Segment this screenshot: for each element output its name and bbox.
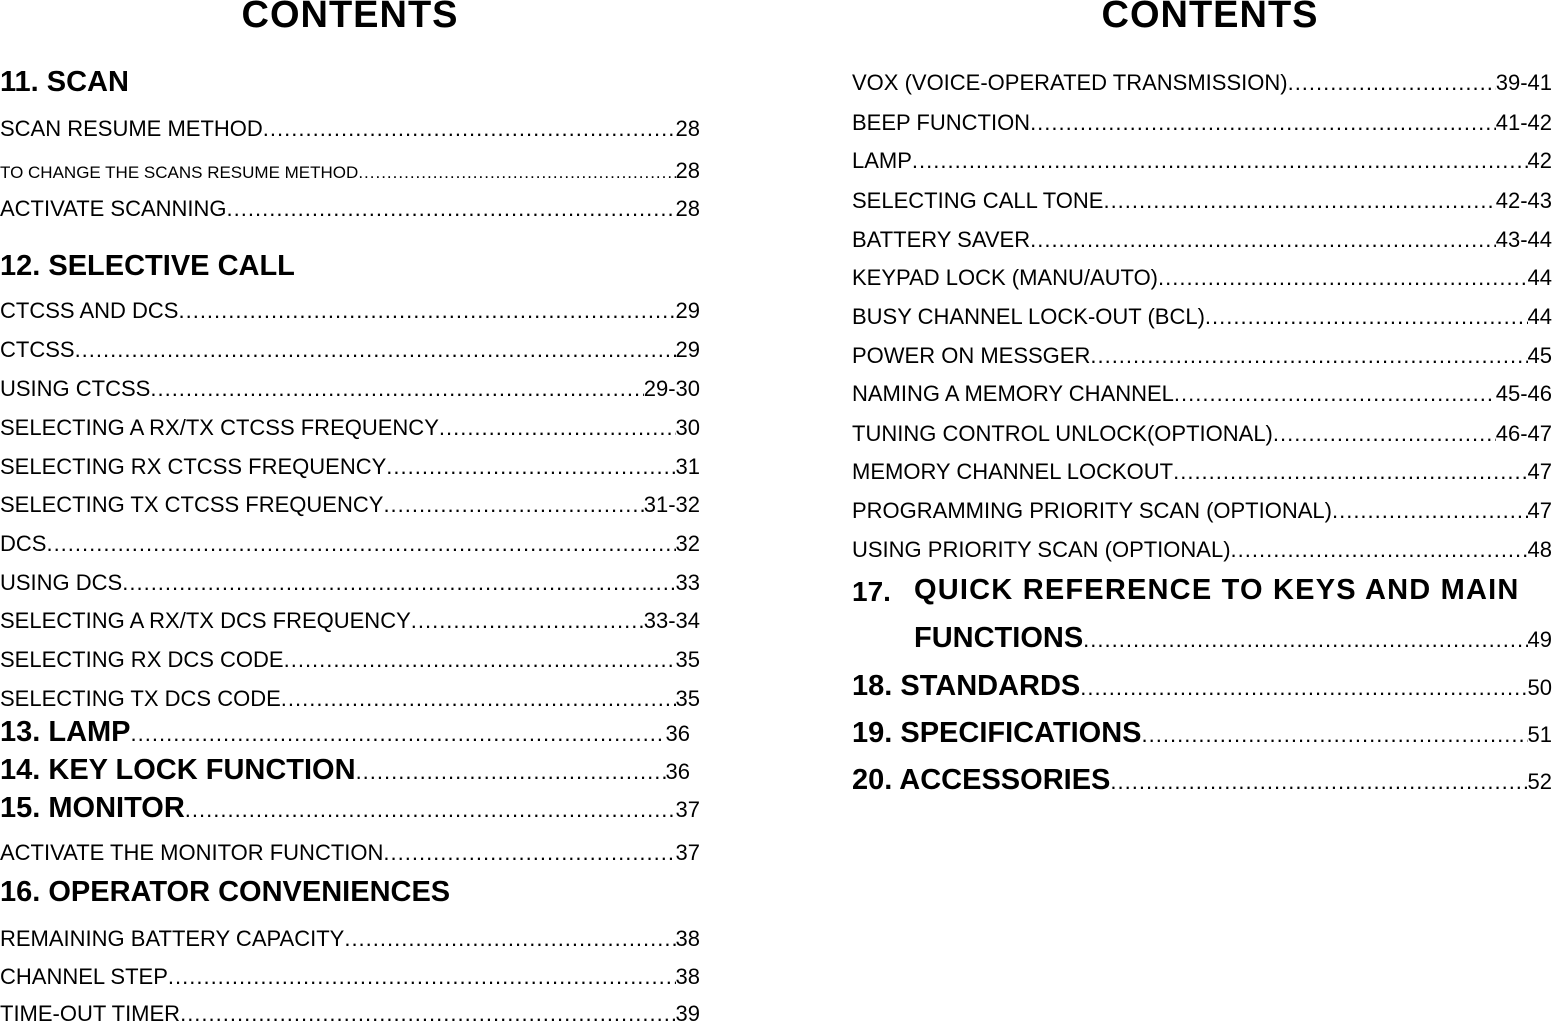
toc-label: SELECTING TX DCS CODE	[0, 686, 281, 711]
toc-label: BEEP FUNCTION	[852, 110, 1031, 135]
toc-label: SCAN RESUME METHOD	[0, 116, 263, 141]
toc-page: 49	[1527, 627, 1552, 652]
dot-leader	[284, 647, 676, 673]
toc-label: 18. STANDARDS	[852, 670, 1081, 702]
dot-leader	[1030, 227, 1496, 253]
toc-label: ACTIVATE SCANNING	[0, 196, 227, 221]
toc-page: 35	[675, 647, 700, 672]
toc-entry[interactable]	[0, 840, 700, 868]
toc-label: REMAINING BATTERY CAPACITY	[0, 926, 345, 951]
left-page	[0, 0, 700, 1024]
dot-leader	[1231, 537, 1528, 563]
toc-entry[interactable]	[0, 454, 700, 482]
toc-heading-quick-reference[interactable]	[914, 622, 1552, 655]
dot-leader	[46, 531, 675, 557]
toc-page: 38	[675, 926, 700, 951]
toc-label: 11. SCAN	[0, 66, 129, 98]
toc-label: ACTIVATE THE MONITOR FUNCTION	[0, 840, 384, 865]
dot-leader	[386, 454, 675, 480]
dot-leader	[1110, 769, 1527, 795]
toc-heading-operator-conveniences[interactable]	[0, 876, 700, 909]
page-title: CONTENTS	[241, 0, 459, 36]
toc-page: 35	[675, 686, 700, 711]
dot-leader	[1083, 627, 1527, 653]
toc-entry[interactable]	[852, 421, 1552, 449]
toc-page: 44	[1527, 265, 1552, 290]
toc-entry[interactable]	[0, 686, 700, 714]
toc-heading-selective-call[interactable]	[0, 250, 700, 283]
toc-page: 44	[1527, 304, 1552, 329]
toc-page: 39	[675, 1001, 700, 1026]
toc-entry[interactable]	[852, 148, 1552, 176]
toc-label: SELECTING TX CTCSS FREQUENCY	[0, 492, 384, 517]
toc-entry[interactable]	[0, 1001, 700, 1029]
toc-heading-standards[interactable]	[852, 670, 1552, 703]
toc-heading-accessories[interactable]	[852, 764, 1552, 797]
dot-leader	[344, 926, 675, 952]
toc-label: TUNING CONTROL UNLOCK(OPTIONAL)	[852, 421, 1273, 446]
toc-page: 46-47	[1495, 421, 1552, 446]
toc-label: 15. MONITOR	[0, 792, 185, 824]
toc-page: 42	[1527, 148, 1552, 173]
toc-entry[interactable]	[0, 376, 700, 404]
toc-label: SELECTING A RX/TX CTCSS FREQUENCY	[0, 415, 439, 440]
dot-leader	[912, 148, 1528, 174]
toc-label: 20. ACCESSORIES	[852, 764, 1111, 796]
toc-label: 12. SELECTIVE CALL	[0, 250, 295, 282]
section-17-number: 17.	[852, 576, 891, 607]
page-title: CONTENTS	[1101, 0, 1319, 36]
toc-page: 28	[675, 196, 700, 221]
toc-heading-monitor[interactable]	[0, 792, 700, 825]
toc-page: 36	[665, 759, 690, 784]
toc-entry[interactable]	[0, 415, 700, 443]
dot-leader	[263, 116, 676, 142]
toc-page: 37	[675, 797, 700, 822]
toc-label: 19. SPECIFICATIONS	[852, 717, 1142, 749]
toc-label: TO CHANGE THE SCANS RESUME METHOD	[0, 163, 359, 182]
toc-page: 31-32	[643, 492, 700, 517]
toc-page: 33-34	[643, 608, 700, 633]
dot-leader	[168, 964, 676, 990]
toc-page: 52	[1527, 769, 1552, 794]
toc-entry[interactable]	[0, 196, 700, 224]
toc-label: SELECTING RX CTCSS FREQUENCY	[0, 454, 387, 479]
toc-entry[interactable]	[0, 298, 700, 326]
dot-leader	[1090, 343, 1527, 369]
toc-page: 41-42	[1495, 110, 1552, 135]
toc-page: 29	[675, 337, 700, 362]
toc-entry[interactable]	[0, 116, 700, 144]
toc-entry[interactable]	[852, 70, 1552, 98]
dot-leader	[1288, 70, 1496, 96]
toc-label: NAMING A MEMORY CHANNEL	[852, 381, 1174, 406]
dot-leader	[180, 1001, 675, 1027]
dot-leader	[411, 608, 644, 634]
toc-entry[interactable]	[0, 570, 700, 598]
toc-page: 33	[675, 570, 700, 595]
toc-entry[interactable]	[852, 227, 1552, 255]
toc-entry[interactable]	[852, 537, 1552, 565]
toc-label: 14. KEY LOCK FUNCTION	[0, 754, 356, 786]
toc-page: 28	[675, 158, 700, 183]
toc-entry[interactable]	[852, 188, 1552, 216]
toc-page: 32	[675, 531, 700, 556]
dot-leader	[131, 721, 666, 747]
toc-label: BUSY CHANNEL LOCK-OUT (BCL)	[852, 304, 1205, 329]
toc-label: BATTERY SAVER	[852, 227, 1031, 252]
toc-label: KEYPAD LOCK (MANU/AUTO)	[852, 265, 1159, 290]
toc-label: CHANNEL STEP	[0, 964, 168, 989]
toc-label: SELECTING RX DCS CODE	[0, 647, 284, 672]
dot-leader	[1030, 110, 1496, 136]
dot-leader	[185, 797, 676, 823]
toc-entry[interactable]	[0, 531, 700, 559]
toc-label: CTCSS	[0, 337, 75, 362]
dot-leader	[75, 337, 676, 363]
toc-page: 36	[665, 721, 690, 746]
right-page	[852, 0, 1552, 1024]
dot-leader	[122, 570, 675, 596]
dot-leader	[1142, 722, 1528, 748]
dot-leader	[439, 415, 676, 441]
dot-leader	[383, 492, 643, 518]
toc-entry[interactable]	[852, 459, 1552, 487]
toc-page: 43-44	[1495, 227, 1552, 252]
dot-leader	[1273, 421, 1496, 447]
toc-heading-scan[interactable]	[0, 66, 700, 99]
toc-entry[interactable]	[0, 964, 700, 992]
toc-page: 30	[675, 415, 700, 440]
dot-leader	[150, 376, 643, 402]
dot-leader	[1205, 304, 1528, 330]
toc-page: 39-41	[1495, 70, 1552, 95]
toc-label: 16. OPERATOR CONVENIENCES	[0, 876, 451, 908]
toc-entry[interactable]	[852, 343, 1552, 371]
toc-label: PROGRAMMING PRIORITY SCAN (OPTIONAL)	[852, 498, 1332, 523]
toc-label: TIME-OUT TIMER	[0, 1001, 181, 1026]
dot-leader	[356, 759, 666, 785]
toc-entry[interactable]	[0, 926, 700, 954]
dot-leader	[358, 163, 675, 183]
dot-leader	[227, 196, 676, 222]
toc-entry[interactable]	[852, 110, 1552, 138]
toc-page: 48	[1527, 537, 1552, 562]
toc-heading-specifications[interactable]	[852, 717, 1552, 750]
toc-page: 45	[1527, 343, 1552, 368]
toc-label: MEMORY CHANNEL LOCKOUT	[852, 459, 1174, 484]
toc-label: FUNCTIONS	[914, 622, 1084, 654]
dot-leader	[1332, 498, 1528, 524]
toc-label: USING DCS	[0, 570, 123, 595]
dot-leader	[383, 840, 675, 866]
toc-entry[interactable]	[0, 647, 700, 675]
toc-entry[interactable]	[852, 381, 1552, 409]
toc-label: SELECTING A RX/TX DCS FREQUENCY	[0, 608, 411, 633]
toc-page: 50	[1527, 675, 1552, 700]
toc-label: SELECTING CALL TONE	[852, 188, 1104, 213]
toc-entry[interactable]	[0, 158, 700, 186]
dot-leader	[281, 686, 676, 712]
toc-page: 38	[675, 964, 700, 989]
toc-entry[interactable]	[852, 498, 1552, 526]
toc-page: 37	[675, 840, 700, 865]
toc-page: 47	[1527, 459, 1552, 484]
toc-label: 13. LAMP	[0, 716, 131, 748]
dot-leader	[1103, 188, 1495, 214]
toc-page: 47	[1527, 498, 1552, 523]
toc-heading-key-lock[interactable]	[0, 754, 690, 787]
toc-page: 29-30	[643, 376, 700, 401]
toc-page: 45-46	[1495, 381, 1552, 406]
toc-label: USING PRIORITY SCAN (OPTIONAL)	[852, 537, 1231, 562]
dot-leader	[1080, 675, 1527, 701]
dot-leader	[1174, 381, 1496, 407]
toc-page: 31	[675, 454, 700, 479]
toc-page: 29	[675, 298, 700, 323]
toc-entry[interactable]	[852, 304, 1552, 332]
toc-label: LAMP	[852, 148, 912, 173]
toc-label: USING CTCSS	[0, 376, 151, 401]
toc-label: CTCSS AND DCS	[0, 298, 179, 323]
toc-label: VOX (VOICE-OPERATED TRANSMISSION)	[852, 70, 1288, 95]
toc-page: 28	[675, 116, 700, 141]
toc-entry[interactable]	[0, 337, 700, 365]
section-17-title-line1[interactable]: QUICK REFERENCE TO KEYS AND MAIN	[914, 574, 1520, 606]
toc-heading-lamp[interactable]	[0, 716, 690, 749]
toc-page: 42-43	[1495, 188, 1552, 213]
toc-entry[interactable]	[852, 265, 1552, 293]
dot-leader	[1158, 265, 1528, 291]
toc-entry[interactable]	[0, 608, 700, 636]
dot-leader	[178, 298, 675, 324]
toc-page: 51	[1527, 722, 1552, 747]
toc-entry[interactable]	[0, 492, 700, 520]
dot-leader	[1173, 459, 1527, 485]
toc-label: POWER ON MESSGER	[852, 343, 1091, 368]
toc-label: DCS	[0, 531, 47, 556]
